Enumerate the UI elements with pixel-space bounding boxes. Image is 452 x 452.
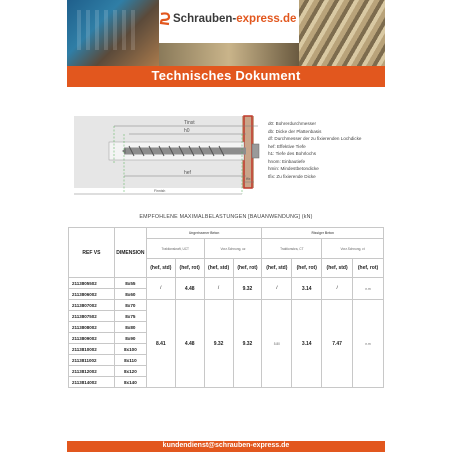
cell-ref: 2113814002 (69, 377, 115, 388)
cell-ref: 2113808002 (69, 322, 115, 333)
cell-value: n.m (353, 300, 384, 388)
cell-dim: 8x55 (114, 278, 146, 289)
cell-value: 4.48 (175, 278, 204, 300)
cell-dim: 8x80 (114, 322, 146, 333)
cell-value: / (322, 278, 353, 300)
cell-value: / (146, 278, 175, 300)
hef-std: (hef, std) (204, 259, 233, 278)
load-table (68, 227, 384, 388)
header-photo-tools (67, 0, 159, 66)
label-hef: h0 (184, 128, 190, 134)
header-dimension: DIMENSION (114, 228, 146, 278)
legend-item: tfix: Zu fixierende Dicke (268, 173, 316, 179)
cell-value: 9.32 (233, 278, 262, 300)
cell-value: 3.14 (292, 278, 322, 300)
cell-dim: 8x90 (114, 333, 146, 344)
header-cracked: Rissiger Beton (262, 228, 384, 239)
cell-dim: 8x110 (114, 355, 146, 366)
header-uncracked: Ungerissener Beton (146, 228, 262, 239)
header-ref: REF VS (69, 228, 115, 278)
sub-cz: Vorz.Schnung, ct (322, 239, 384, 259)
label-tinst: Tinst (184, 120, 195, 126)
header-photo-screws (299, 0, 385, 66)
hef-rot: (hef, rot) (292, 259, 322, 278)
page-title: Technisches Dokument (151, 68, 301, 83)
cell-dim: 8x60 (114, 289, 146, 300)
hef-std: (hef, std) (322, 259, 353, 278)
sub-uz: Vorz.Schnung, uz (204, 239, 262, 259)
cell-value: 7.47 (322, 300, 353, 388)
cell-value: / (204, 278, 233, 300)
logo-text (173, 13, 296, 25)
cell-dim: 8x120 (114, 366, 146, 377)
table-row (69, 300, 384, 311)
cell-ref: 2113811002 (69, 355, 115, 366)
hef-rot: (hef, rot) (175, 259, 204, 278)
anchor-diagram (74, 104, 264, 204)
cell-value: 8.41 (146, 300, 175, 388)
cell-ref: 2113807002 (69, 300, 115, 311)
cell-dim: 8x75 (114, 311, 146, 322)
cell-ref: 2113809002 (69, 333, 115, 344)
legend-item: h1: Tiefe des Bohrlochs (268, 151, 317, 156)
hef-std: (hef, std) (262, 259, 292, 278)
screw-head (252, 144, 259, 158)
cell-ref: 2113806002 (69, 289, 115, 300)
hef-rot: (hef, rot) (353, 259, 384, 278)
diagram-legend (268, 120, 393, 180)
header (67, 0, 385, 66)
cell-dim: 8x100 (114, 344, 146, 355)
table-title: EMPFOHLENE MAXIMALBELASTUNGEN [BAUANWENDUNG] (kN) (139, 214, 313, 220)
legend-item: hmin: Mindestbetondicke (268, 166, 319, 171)
cell-ref: 2113807502 (69, 311, 115, 322)
hef-std: (hef, std) (146, 259, 175, 278)
cell-dim: 8x70 (114, 300, 146, 311)
cell-value: 5.80 (262, 300, 292, 388)
logo-area (159, 0, 299, 43)
legend-item: d0: Bohrerdurchmesser (268, 121, 317, 126)
legend-item: hnom: Einbautiefe (268, 158, 306, 164)
footer-email[interactable]: kundendienst@schrauben-express.de (162, 442, 290, 449)
label-hnom: hef (184, 170, 191, 176)
cell-value: / (262, 278, 292, 300)
label-bottom: Finnish (154, 189, 166, 193)
brand-accent: express.de (236, 13, 297, 25)
cell-value: 9.32 (204, 300, 233, 388)
sub-uct: Traktionskraft, UCT (146, 239, 204, 259)
cell-value: n.m (353, 278, 384, 300)
cell-ref: 2113805502 (69, 278, 115, 289)
title-band (67, 66, 385, 87)
table-row (69, 278, 384, 289)
brand-main: Schrauben- (173, 13, 237, 25)
label-tfix: tfix (246, 177, 251, 181)
cell-value: 9.32 (233, 300, 262, 388)
header-photo-strip (159, 43, 299, 66)
logo-icon (159, 12, 171, 26)
legend-item: db: Dicke der Plattenbasis (268, 128, 322, 134)
sub-ct: Traktionskra, CT (262, 239, 322, 259)
cell-value: 3.14 (292, 300, 322, 388)
cell-ref: 2113810002 (69, 344, 115, 355)
cell-value: 4.48 (175, 300, 204, 388)
hef-rot: (hef, rot) (233, 259, 262, 278)
cell-ref: 2113812002 (69, 366, 115, 377)
legend-item: hef: Effektive Tiefe (268, 143, 306, 149)
legend-item: df: Durchmesser der zu fixierenden Lochdicke (268, 136, 362, 141)
cell-dim: 8x140 (114, 377, 146, 388)
footer-band (67, 441, 385, 452)
